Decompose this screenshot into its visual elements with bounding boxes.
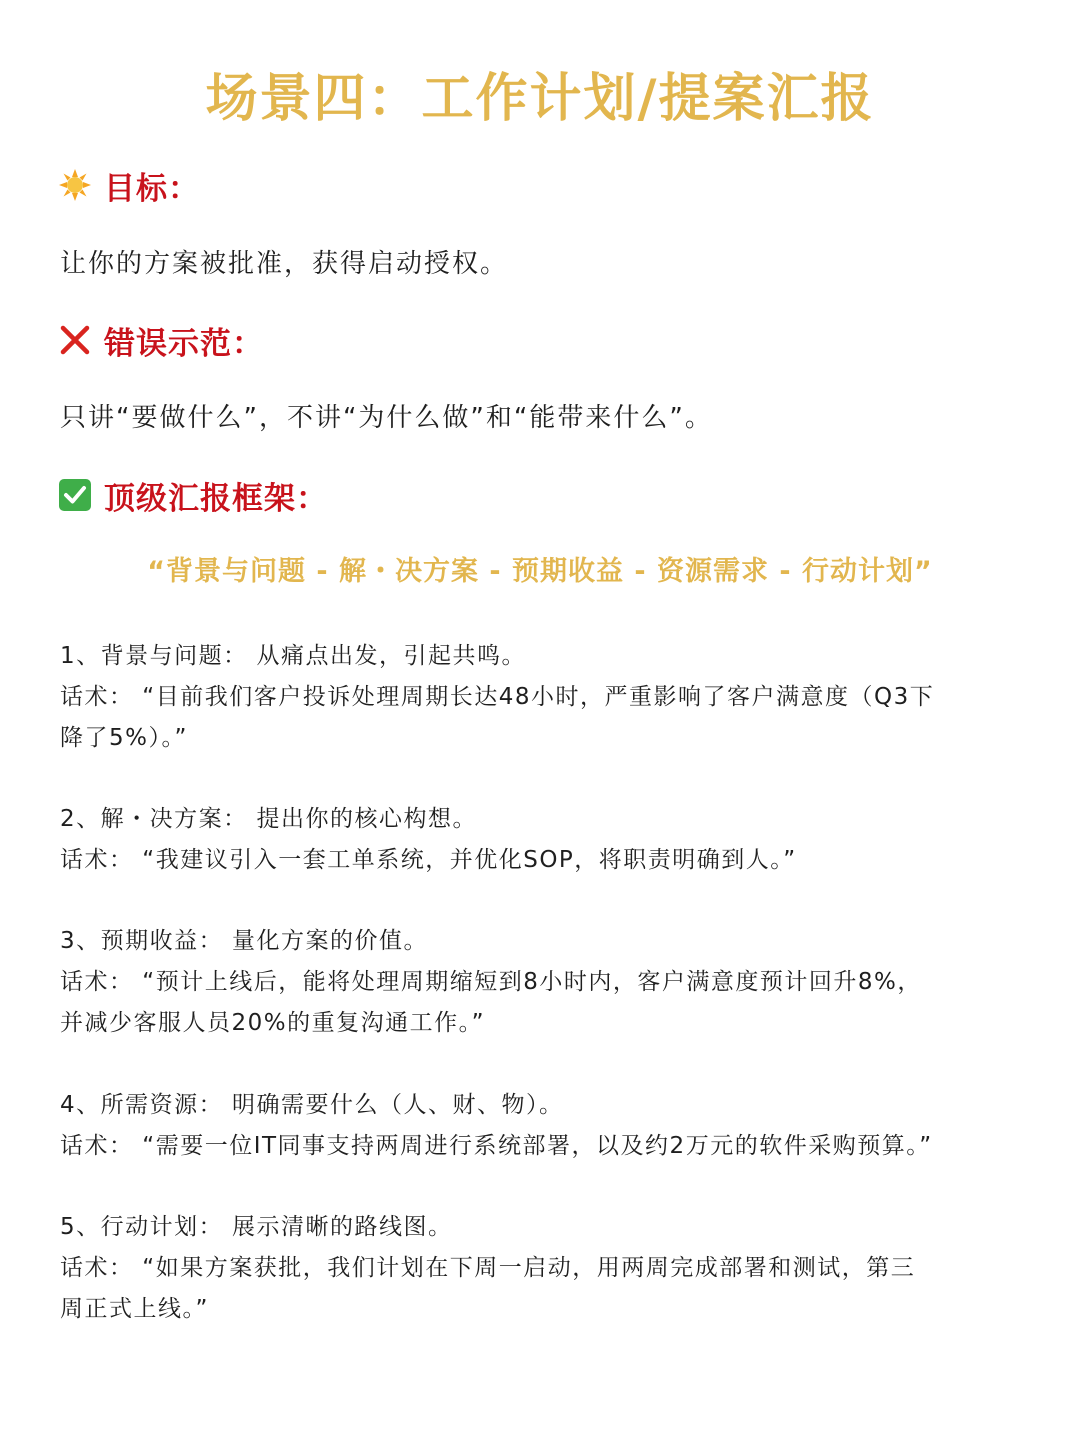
mistake-heading-label: 错误示范： bbox=[104, 325, 264, 362]
check-icon bbox=[58, 478, 92, 512]
list-item bbox=[60, 799, 1020, 881]
cross-icon bbox=[58, 323, 92, 357]
list-item bbox=[60, 1207, 1020, 1330]
framework-heading bbox=[58, 473, 328, 517]
item-script: 话术： “需要一位IT同事支持两周进行系统部署，以及约2万元的软件采购预算。” bbox=[60, 1133, 933, 1159]
item-script-continued: 周正式上线。” bbox=[60, 1296, 209, 1322]
goal-text: 让你的方案被批准，获得启动授权。 bbox=[60, 249, 509, 279]
item-title: 1、背景与问题： 从痛点出发，引起共鸣。 bbox=[60, 643, 526, 669]
goal-heading-label: 目标： bbox=[104, 170, 200, 207]
item-script: 话术： “目前我们客户投诉处理周期长达48小时，严重影响了客户满意度（Q3下 bbox=[60, 684, 935, 710]
item-script: 话术： “如果方案获批，我们计划在下周一启动，用两周完成部署和测试，第三 bbox=[60, 1255, 916, 1281]
item-script: 话术： “我建议引入一套工单系统，并优化SOP，将职责明确到人。” bbox=[60, 847, 797, 873]
framework-summary: “背景与问题 - 解・决方案 - 预期收益 - 资源需求 - 行动计划” bbox=[147, 556, 933, 587]
item-script: 话术： “预计上线后，能将处理周期缩短到8小时内，客户满意度预计回升8%， bbox=[60, 969, 922, 995]
item-script-continued: 并减少客服人员20%的重复沟通工作。” bbox=[60, 1010, 486, 1036]
list-item bbox=[60, 921, 1020, 1044]
item-title: 5、行动计划： 展示清晰的路线图。 bbox=[60, 1214, 453, 1240]
item-title: 4、所需资源： 明确需要什么（人、财、物）。 bbox=[60, 1092, 564, 1118]
mistake-text: 只讲“要做什么”，不讲“为什么做”和“能带来什么”。 bbox=[60, 403, 713, 433]
item-title: 3、预期收益： 量化方案的价值。 bbox=[60, 928, 428, 954]
item-title: 2、解・决方案： 提出你的核心构想。 bbox=[60, 806, 477, 832]
item-script-continued: 降了5%）。” bbox=[60, 725, 188, 751]
list-item bbox=[60, 636, 1020, 759]
mistake-heading bbox=[58, 318, 264, 362]
page-title: 场景四：工作计划/提案汇报 bbox=[205, 69, 875, 129]
goal-heading bbox=[58, 163, 200, 207]
sun-icon bbox=[58, 168, 92, 202]
framework-heading-label: 顶级汇报框架： bbox=[104, 480, 328, 517]
list-item bbox=[60, 1085, 1020, 1167]
